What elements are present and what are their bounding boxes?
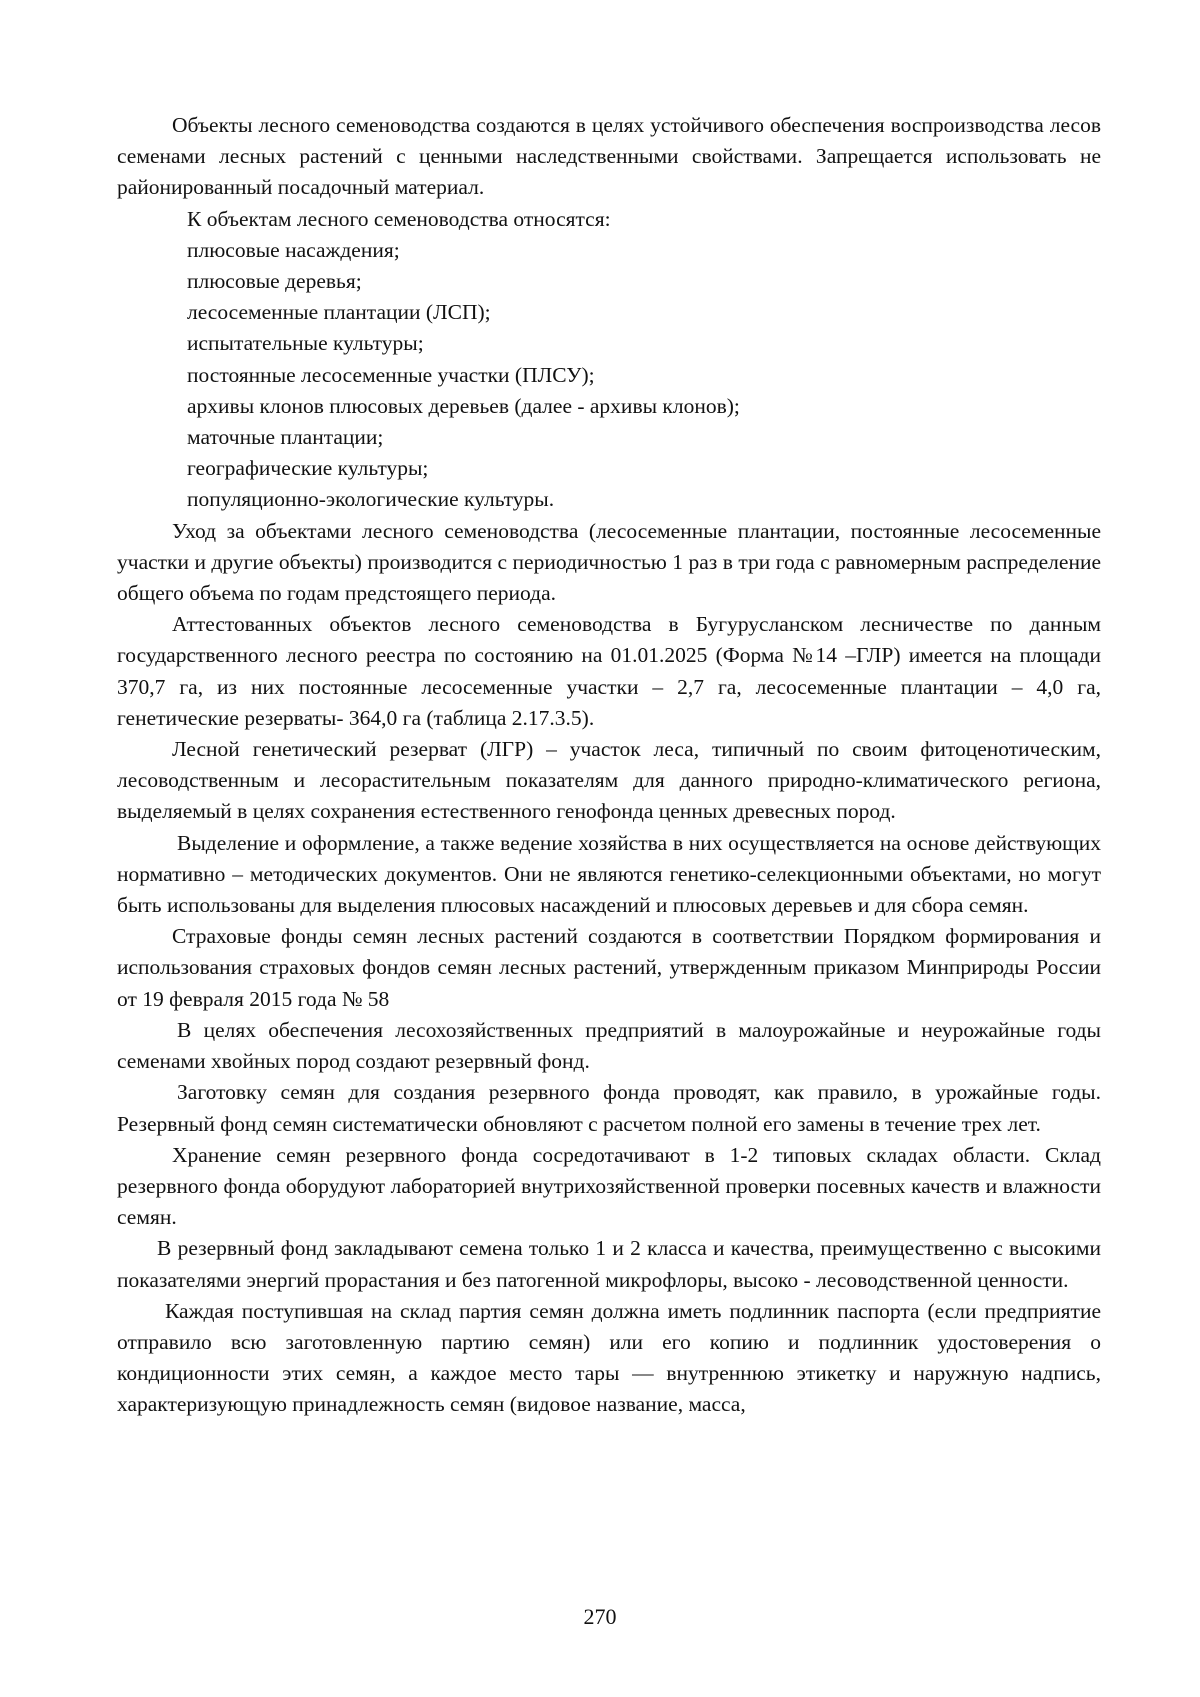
list-item: испытательные культуры; xyxy=(187,331,424,356)
list-item: плюсовые деревья; xyxy=(187,269,362,294)
paragraph-seed-storage: Хранение семян резервного фонда сосредотачивают в 1-2 типовых складах области. Склад резервного фонда оборудуют лабораторией внутрихозяйственной проверки посевных качеств и влажности семян. xyxy=(117,1142,1101,1230)
list-intro: К объектам лесного семеноводства относятся: xyxy=(187,206,611,231)
paragraph-seed-harvest: Заготовку семян для создания резервного фонда проводят, как правило, в урожайные годы. Резервный фонд семян систематически обновляют с расчетом полной его замены в течение трех лет. xyxy=(117,1080,1101,1136)
seed-objects-list xyxy=(117,235,1101,516)
paragraph-insurance-funds: Страховые фонды семян лесных растений создаются в соответствии Порядком формирования и использования страховых фондов семян лесных растений, утвержденным приказом Минприроды России от 19 февраля 2015 года № 58 xyxy=(117,924,1101,1011)
paragraph-seed-classes: В резервный фонд закладывают семена только 1 и 2 класса и качества, преимущественно с высокими показателями энергий прорастания и без патогенной микрофлоры, высоко - лесоводственной ценности. xyxy=(117,1236,1101,1292)
page-number: 270 xyxy=(583,1604,617,1629)
paragraph-seed-batch: Каждая поступившая на склад партия семян должна иметь подлинник паспорта (если предприятие отправило всю заготовленную партию семян) или его копию и подлинник удостоверения о кондиционности этих семян, а каждое место тары — внутреннюю этикетку и наружную надпись, характеризующую принадлежность семян (видовое название, масса, xyxy=(117,1298,1101,1417)
list-item: лесосеменные плантации (ЛСП); xyxy=(187,300,491,325)
document-page xyxy=(117,110,1101,1421)
list-item: архивы клонов плюсовых деревьев (далее - архивы клонов); xyxy=(187,393,740,418)
paragraph-genetic-reserve: Лесной генетический резерват (ЛГР) – участок леса, типичный по своим фитоценотическим, лесоводственным и лесорастительным показателям для данного природно-климатического региона, выделяемый в целях сохранения естественного генофонда ценных древесных пород. xyxy=(117,737,1101,824)
list-item: плюсовые насаждения; xyxy=(187,237,400,262)
list-item: маточные плантации; xyxy=(187,425,384,450)
list-item: географические культуры; xyxy=(187,456,429,481)
list-item: популяционно-экологические культуры. xyxy=(187,487,555,512)
paragraph-seed-objects-purpose: Объекты лесного семеноводства создаются в целях устойчивого обеспечения воспроизводства лесов семенами лесных растений с ценными наследственными свойствами. Запрещается использовать не районированный посадочный материал. xyxy=(117,113,1101,200)
list-item: постоянные лесосеменные участки (ПЛСУ); xyxy=(187,362,595,387)
paragraph-reserve-fund: В целях обеспечения лесохозяйственных предприятий в малоурожайные и неурожайные годы семенами хвойных пород создают резервный фонд. xyxy=(117,1017,1101,1074)
paragraph-care-of-objects: Уход за объектами лесного семеноводства (лесосеменные плантации, постоянные лесосеменные участки и другие объекты) производится с периодичностью 1 раз в три года с равномерным распределение общего объема по годам предстоящего периода. xyxy=(117,518,1101,606)
paragraph-allocation: Выделение и оформление, а также ведение хозяйства в них осуществляется на основе действующих нормативно – методических документов. Они не являются генетико-селекционными объектами, но могут быть использованы для выделения плюсовых насаждений и плюсовых деревьев и для сбора семян. xyxy=(117,830,1101,918)
paragraph-certified-objects: Аттестованных объектов лесного семеноводства в Бугурусланском лесничестве по данным государственного лесного реестра по состоянию на 01.01.2025 (Форма №14 –ГЛР) имеется на площади 370,7 га, из них постоянные лесосеменные участки – 2,7 га, лесосеменные плантации – 4,0 га, генетические резерваты- 364,0 га (таблица 2.17.3.5). xyxy=(117,612,1101,730)
